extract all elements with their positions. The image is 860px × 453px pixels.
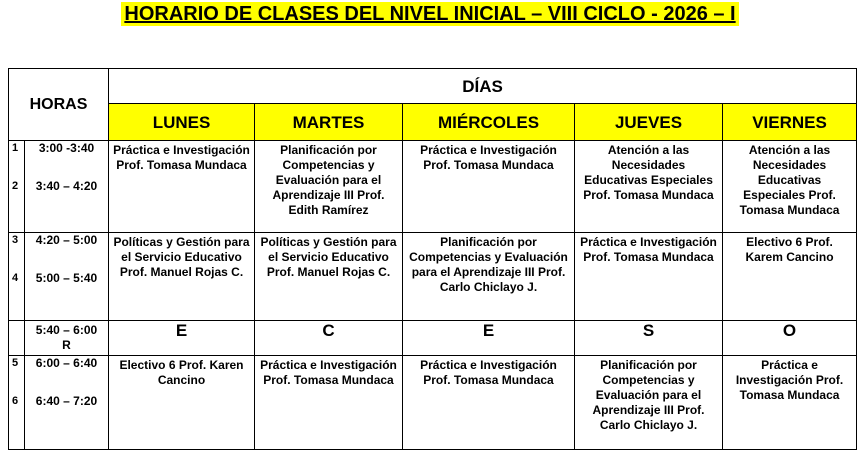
slot-number: 4 bbox=[12, 271, 19, 284]
slot-time: 4:20 – 5:00 bbox=[35, 233, 98, 247]
slot-time: 6:00 – 6:40 bbox=[35, 356, 98, 370]
class-cell: Práctica e Investigación Prof. Tomasa Mundaca bbox=[403, 141, 575, 233]
dias-header: DÍAS bbox=[109, 69, 857, 104]
block-row-1 bbox=[9, 141, 857, 233]
block-row-2 bbox=[9, 233, 857, 321]
recess-row bbox=[9, 321, 857, 356]
day-header-viernes: VIERNES bbox=[723, 104, 857, 141]
class-cell: Práctica e Investigación Prof. Tomasa Mundaca bbox=[403, 356, 575, 450]
slot-times bbox=[25, 233, 109, 321]
slot-number: 3 bbox=[12, 234, 19, 246]
class-cell: Planificación por Competencias y Evaluación para el Aprendizaje III Prof. Carlo Chiclayo J. bbox=[575, 356, 723, 450]
class-cell: Práctica e Investigación Prof. Tomasa Mundaca bbox=[723, 356, 857, 450]
header-row-1 bbox=[9, 69, 857, 104]
recess-letter: S bbox=[575, 321, 723, 356]
class-cell: Práctica e Investigación Prof. Tomasa Mundaca bbox=[109, 141, 255, 233]
day-header-miercoles: MIÉRCOLES bbox=[403, 104, 575, 141]
slot-time: 3:00 -3:40 bbox=[38, 141, 95, 155]
class-cell: Planificación por Competencias y Evaluación para el Aprendizaje III Prof. Edith Ramírez bbox=[255, 141, 403, 233]
slot-numbers bbox=[9, 233, 25, 321]
slot-time: 5:00 – 5:40 bbox=[35, 270, 98, 285]
day-header-martes: MARTES bbox=[255, 104, 403, 141]
slot-times bbox=[25, 356, 109, 450]
class-cell: Electivo 6 Prof. Karen Cancino bbox=[109, 356, 255, 450]
slot-numbers bbox=[9, 141, 25, 233]
slot-number: 5 bbox=[12, 357, 19, 369]
class-cell: Atención a las Necesidades Educativas Especiales Prof. Tomasa Mundaca bbox=[575, 141, 723, 233]
recess-letter: O bbox=[723, 321, 857, 356]
class-cell: Planificación por Competencias y Evaluación para el Aprendizaje III Prof. Carlo Chiclayo J. bbox=[403, 233, 575, 321]
slot-number: 1 bbox=[12, 142, 19, 154]
slot-number: 6 bbox=[12, 394, 19, 407]
class-cell: Políticas y Gestión para el Servicio Educativo Prof. Manuel Rojas C. bbox=[255, 233, 403, 321]
recess-letter: E bbox=[403, 321, 575, 356]
header-row-2 bbox=[9, 104, 857, 141]
schedule-table bbox=[8, 68, 857, 450]
page-title: HORARIO DE CLASES DEL NIVEL INICIAL – VIII CICLO - 2026 – I bbox=[121, 2, 738, 26]
recess-letter: E bbox=[109, 321, 255, 356]
horas-header: HORAS bbox=[9, 69, 109, 141]
class-cell: Políticas y Gestión para el Servicio Educativo Prof. Manuel Rojas C. bbox=[109, 233, 255, 321]
slot-times bbox=[25, 141, 109, 233]
slot-number: 2 bbox=[12, 179, 19, 192]
class-cell: Práctica e Investigación Prof. Tomasa Mundaca bbox=[575, 233, 723, 321]
slot-number bbox=[9, 321, 25, 356]
class-cell: Atención a las Necesidades Educativas Especiales Prof. Tomasa Mundaca bbox=[723, 141, 857, 233]
day-header-lunes: LUNES bbox=[109, 104, 255, 141]
class-cell: Práctica e Investigación Prof. Tomasa Mundaca bbox=[255, 356, 403, 450]
class-cell: Electivo 6 Prof. Karem Cancino bbox=[723, 233, 857, 321]
slot-numbers bbox=[9, 356, 25, 450]
day-header-jueves: JUEVES bbox=[575, 104, 723, 141]
recess-time: 5:40 – 6:00 R bbox=[25, 321, 109, 356]
block-row-3 bbox=[9, 356, 857, 450]
slot-time: 6:40 – 7:20 bbox=[35, 393, 98, 408]
slot-time: 3:40 – 4:20 bbox=[35, 178, 98, 193]
recess-letter: C bbox=[255, 321, 403, 356]
